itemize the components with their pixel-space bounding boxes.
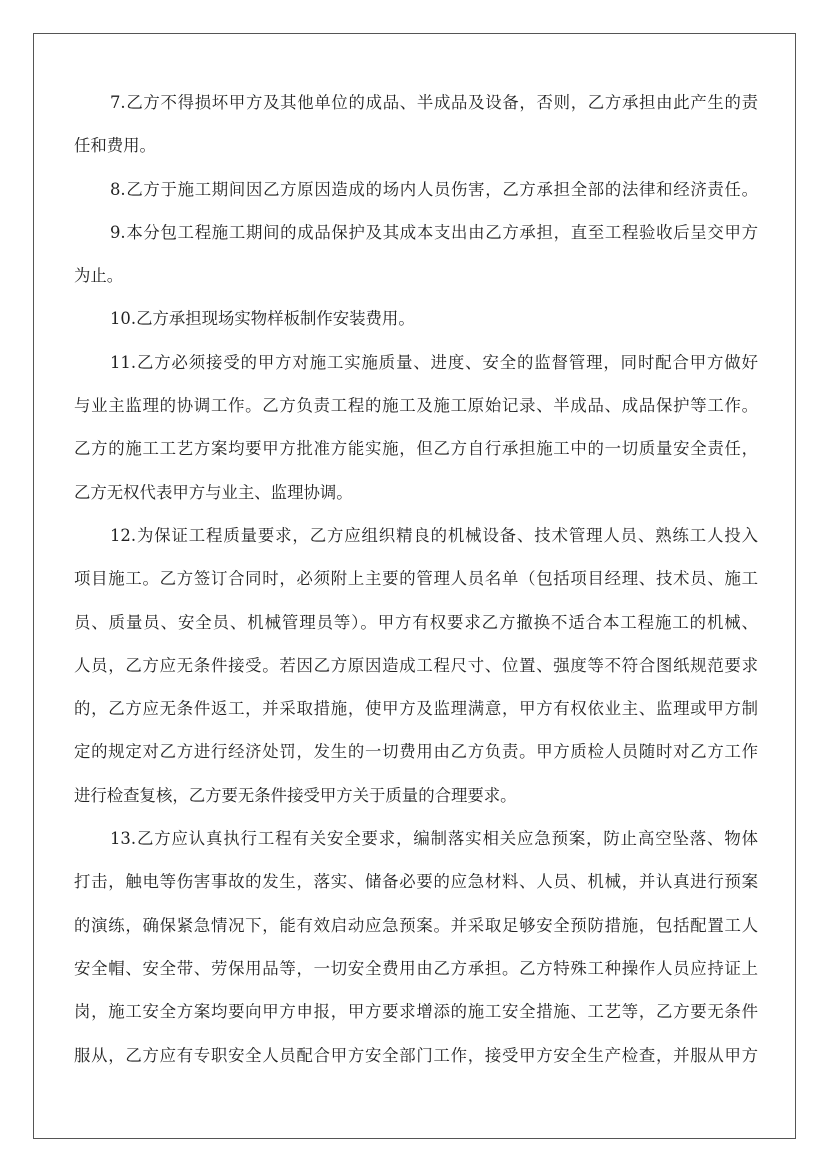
- document-body: [74, 81, 758, 1077]
- text-line: 项目施工。乙方签订合同时，必须附上主要的管理人员名单（包括项目经理、技术员、施工: [74, 569, 758, 589]
- text-line: 服从，乙方应有专职安全人员配合甲方安全部门工作，接受甲方安全生产检查，并服从甲方: [74, 1045, 758, 1065]
- paragraph: [74, 211, 758, 298]
- text-line: 与业主监理的协调工作。乙方负责工程的施工及施工原始记录、半成品、成品保护等工作。: [74, 396, 758, 416]
- text-line: 打击，触电等伤害事故的发生，落实、储备必要的应急材料、人员、机械，并认真进行预案: [74, 872, 758, 892]
- text-line: 8.乙方于施工期间因乙方原因造成的场内人员伤害，乙方承担全部的法律和经济责任。: [110, 179, 758, 199]
- text-line: 安全帽、安全带、劳保用品等，一切安全费用由乙方承担。乙方特殊工种操作人员应持证上: [74, 958, 758, 978]
- text-line: 乙方的施工工艺方案均要甲方批准方能实施，但乙方自行承担施工中的一切质量安全责任，: [74, 439, 758, 459]
- text-line: 9.本分包工程施工期间的成品保护及其成本支出由乙方承担，直至工程验收后呈交甲方: [110, 222, 758, 242]
- text-line: 10.乙方承担现场实物样板制作安装费用。: [110, 309, 415, 329]
- text-line: 13.乙方应认真执行工程有关安全要求，编制落实相关应急预案，防止高空坠落、物体: [110, 829, 758, 849]
- text-line: 7.乙方不得损坏甲方及其他单位的成品、半成品及设备，否则，乙方承担由此产生的责: [110, 93, 758, 112]
- text-line: 11.乙方必须接受的甲方对施工实施质量、进度、安全的监督管理，同时配合甲方做好: [110, 352, 758, 372]
- text-line: 人员，乙方应无条件接受。若因乙方原因造成工程尺寸、位置、强度等不符合图纸规范要求: [74, 655, 758, 675]
- paragraph: [74, 341, 758, 514]
- text-line: 的，乙方应无条件返工，并采取措施，使甲方及监理满意，甲方有权依业主、监理或甲方制: [74, 699, 758, 719]
- paragraph: [74, 297, 758, 340]
- text-line: 岗，施工安全方案均要向甲方申报，甲方要求增添的施工安全措施、工艺等，乙方要无条件: [74, 1002, 758, 1022]
- text-line: 定的规定对乙方进行经济处罚，发生的一切费用由乙方负责。甲方质检人员随时对乙方工作: [74, 742, 758, 762]
- text-line: 的演练，确保紧急情况下，能有效启动应急预案。并采取足够安全预防措施，包括配置工人: [74, 915, 758, 935]
- paragraph: [74, 168, 758, 211]
- paragraph: [74, 514, 758, 817]
- text-line: 12.为保证工程质量要求，乙方应组织精良的机械设备、技术管理人员、熟练工人投入: [110, 525, 758, 545]
- paragraph: [74, 81, 758, 168]
- paragraph: [74, 817, 758, 1077]
- text-line: 为止。: [74, 266, 124, 286]
- text-line: 乙方无权代表甲方与业主、监理协调。: [74, 482, 353, 502]
- text-line: 员、质量员、安全员、机械管理员等）。甲方有权要求乙方撤换不适合本工程施工的机械、: [74, 612, 758, 632]
- text-line: 进行检查复核，乙方要无条件接受甲方关于质量的合理要求。: [74, 785, 517, 805]
- text-line: 任和费用。: [74, 136, 156, 156]
